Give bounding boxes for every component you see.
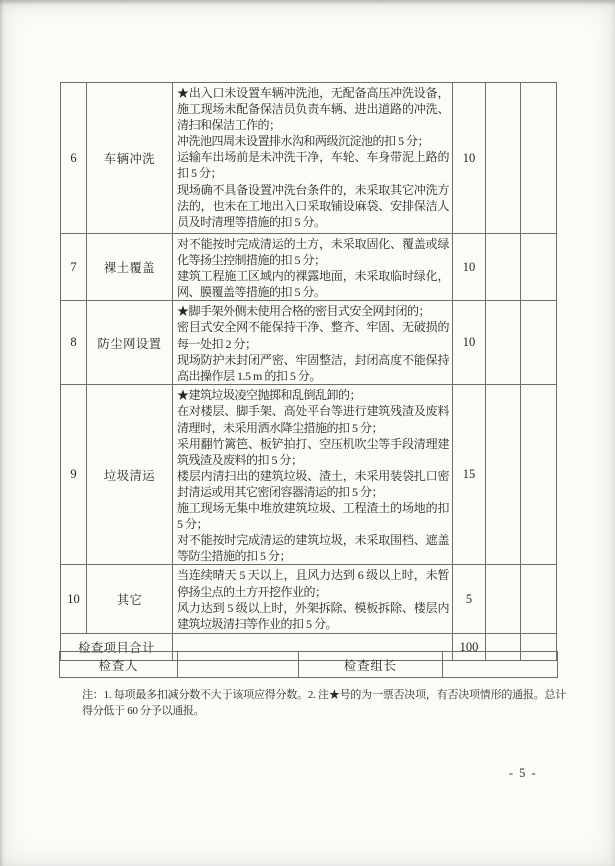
deduction-item: 运输车出场前是未冲洗干净，车轮、车身带泥上路的扣 5 分；: [177, 150, 449, 181]
deduction-item: 当连续晴天 5 天以上，且风力达到 6 级以上时，未暂停扬尘点的土方开挖作业的；: [177, 568, 449, 599]
actual-score-cell: [521, 234, 557, 301]
table-row: [61, 234, 557, 301]
deduction-item: ★建筑垃圾凌空抛掷和乱倒乱卸的；: [177, 388, 362, 403]
deduction-item: 密目式安全网不能保持干净、整齐、牢固、无破损的每一处扣 2 分；: [177, 320, 449, 351]
page-number: - 5 -: [508, 766, 538, 780]
scan-edge-shadow-left: [0, 0, 4, 866]
table-row: [61, 385, 557, 565]
standard-score-cell: 10: [453, 83, 486, 234]
signature-table: [59, 651, 558, 678]
deducted-score-cell: [486, 301, 521, 385]
table-row: [61, 83, 557, 234]
deducted-score-cell: [486, 234, 521, 301]
total-score-cell: 100: [453, 634, 486, 661]
actual-score-cell: [521, 385, 557, 565]
signature-row: [60, 652, 558, 678]
deducted-score-cell: [486, 83, 521, 234]
deduction-item: 风力达到 5 级以上时，外架拆除、模板拆除、楼层内建筑垃圾清扫等作业的扣 5 分。: [177, 600, 449, 631]
total-label-cell: 检查项目合计: [61, 634, 173, 661]
item-name-cell: 车辆冲洗: [87, 83, 173, 234]
deduction-item: 现场防护未封闭严密、牢固整洁，封闭高度不能保持高出操作层 1.5 m 的扣 5 分。: [177, 352, 449, 383]
deduction-item: 楼层内清扫出的建筑垃圾、渣土，未采用装袋扎口密封清运或用其它密闭容器清运的扣 5 分；: [177, 468, 449, 499]
table-row: [61, 301, 557, 385]
leader-label-cell: 检查组长: [299, 652, 443, 678]
deducted-score-cell: [486, 565, 521, 634]
deduction-item: 建筑工程施工区域内的裸露地面，未采取临时绿化，网、膜覆盖等措施的扣 5 分。: [177, 269, 449, 300]
inspection-content-cell: [173, 234, 453, 301]
deduction-item: 现场确不具备设置冲洗台条件的，未采取其它冲洗方法的，也未在工地出入口采取铺设麻袋、安排保洁人员及时清理等措施的扣 5 分。: [177, 182, 449, 229]
standard-score-cell: 10: [453, 301, 486, 385]
row-number-cell: 7: [61, 234, 87, 301]
item-name-cell: 裸土覆盖: [87, 234, 173, 301]
table-row: [61, 565, 557, 634]
inspector-label-cell: 检查人: [60, 652, 178, 678]
item-name-cell: 垃圾清运: [87, 385, 173, 565]
row-number-cell: 6: [61, 83, 87, 234]
leader-signature-cell: [443, 652, 558, 678]
inspection-content-cell: [173, 385, 453, 565]
deducted-score-cell: [486, 385, 521, 565]
row-number-cell: 9: [61, 385, 87, 565]
item-name-cell: 防尘网设置: [87, 301, 173, 385]
actual-score-cell: [521, 301, 557, 385]
standard-score-cell: 15: [453, 385, 486, 565]
item-name-cell: 其它: [87, 565, 173, 634]
inspector-signature-cell: [178, 652, 299, 678]
inspection-content-cell: [173, 301, 453, 385]
deduction-item: 对不能按时完成清运的土方，未采取固化、覆盖或绿化等扬尘控制措施的扣 5 分；: [177, 237, 449, 268]
standard-score-cell: 10: [453, 234, 486, 301]
inspection-content-cell: [173, 565, 453, 634]
inspection-content-cell: [173, 83, 453, 234]
actual-score-cell: [521, 83, 557, 234]
standard-score-cell: 5: [453, 565, 486, 634]
scan-edge-shadow-top: [0, 0, 615, 5]
row-number-cell: 10: [61, 565, 87, 634]
deduction-item: 在对楼层、脚手架、高处平台等进行建筑残渣及废料清理时，未采用洒水降尘措施的扣 5 分；: [177, 404, 449, 435]
row-number-cell: 8: [61, 301, 87, 385]
inspection-score-table: [60, 82, 557, 661]
deduction-item: ★出入口未设置车辆冲洗池，无配备高压冲洗设备，施工现场未配备保洁员负责车辆、进出道路的冲洗、清扫和保洁工作的；: [177, 86, 449, 133]
deduction-item: 冲洗池四周未设置排水沟和两级沉淀池的扣 5 分；: [177, 134, 430, 149]
deduction-item: 采用翻竹篱笆、板铲拍打、空压机吹尘等手段清理建筑残渣及废料的扣 5 分；: [177, 436, 449, 467]
actual-score-cell: [521, 565, 557, 634]
footnote: 注：1. 每项最多扣减分数不大于该项应得分数。2. 注★号的为一票否决项，有否决项情形的通报。总计得分低于 60 分予以通报。: [82, 689, 566, 717]
deduction-item: 对不能按时完成清运的建筑垃圾，未采取围档、遮盖等防尘措施的扣 5 分；: [177, 533, 449, 564]
deduction-item: ★脚手架外侧未使用合格的密目式安全网封闭的；: [177, 304, 431, 319]
deduction-item: 施工现场无集中堆放建筑垃圾、工程渣土的场地的扣 5 分；: [177, 501, 449, 532]
